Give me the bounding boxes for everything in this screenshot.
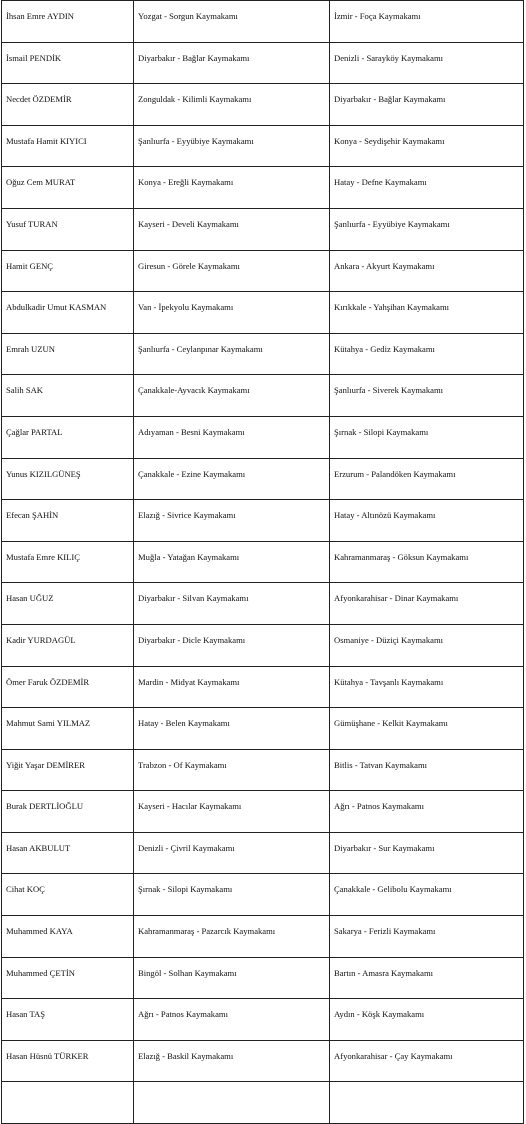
table-row — [2, 999, 524, 1041]
table-row — [2, 832, 524, 874]
current-post-cell: Denizli - Çivril Kaymakamı — [134, 832, 330, 874]
current-post-cell: Zonguldak - Kilimli Kaymakamı — [134, 84, 330, 126]
new-post-cell: Hatay - Altınözü Kaymakamı — [330, 500, 524, 542]
new-post-cell: Diyarbakır - Sur Kaymakamı — [330, 832, 524, 874]
current-post-cell: Hatay - Belen Kaymakamı — [134, 708, 330, 750]
person-name-cell: Ömer Faruk ÖZDEMİR — [2, 666, 134, 708]
current-post-cell: Çanakkale - Ezine Kaymakamı — [134, 458, 330, 500]
person-name-cell: Efecan ŞAHİN — [2, 500, 134, 542]
new-post-cell: Ağrı - Patnos Kaymakamı — [330, 791, 524, 833]
table-row — [2, 624, 524, 666]
current-post-cell: Şırnak - Silopi Kaymakamı — [134, 874, 330, 916]
table-row — [2, 500, 524, 542]
table-row — [2, 375, 524, 417]
person-name-cell: Mustafa Emre KILIÇ — [2, 541, 134, 583]
person-name-cell: Yunus KIZILGÜNEŞ — [2, 458, 134, 500]
current-post-cell: Kahramanmaraş - Pazarcık Kaymakamı — [134, 916, 330, 958]
new-post-cell: Çanakkale - Gelibolu Kaymakamı — [330, 874, 524, 916]
new-post-cell: Gümüşhane - Kelkit Kaymakamı — [330, 708, 524, 750]
current-post-cell: Trabzon - Of Kaymakamı — [134, 749, 330, 791]
new-post-cell: Afyonkarahisar - Dinar Kaymakamı — [330, 583, 524, 625]
table-row — [2, 1082, 524, 1124]
table-row — [2, 167, 524, 209]
new-post-cell: Erzurum - Palandöken Kaymakamı — [330, 458, 524, 500]
new-post-cell: Şanlıurfa - Siverek Kaymakamı — [330, 375, 524, 417]
new-post-cell: Kütahya - Tavşanlı Kaymakamı — [330, 666, 524, 708]
table-row — [2, 333, 524, 375]
table-row — [2, 1, 524, 43]
table-row — [2, 458, 524, 500]
table-row — [2, 666, 524, 708]
table-row — [2, 541, 524, 583]
person-name-cell — [2, 1082, 134, 1124]
table-row — [2, 583, 524, 625]
current-post-cell: Bingöl - Solhan Kaymakamı — [134, 957, 330, 999]
person-name-cell: Hasan TAŞ — [2, 999, 134, 1041]
table-row — [2, 791, 524, 833]
person-name-cell: Yiğit Yaşar DEMİRER — [2, 749, 134, 791]
new-post-cell: Osmaniye - Düziçi Kaymakamı — [330, 624, 524, 666]
person-name-cell: Muhammed ÇETİN — [2, 957, 134, 999]
person-name-cell: Burak DERTLİOĞLU — [2, 791, 134, 833]
new-post-cell: Kırıkkale - Yahşihan Kaymakamı — [330, 292, 524, 334]
new-post-cell: Şırnak - Silopi Kaymakamı — [330, 416, 524, 458]
person-name-cell: Yusuf TURAN — [2, 208, 134, 250]
table-row — [2, 84, 524, 126]
new-post-cell: Denizli - Sarayköy Kaymakamı — [330, 42, 524, 84]
current-post-cell — [134, 1082, 330, 1124]
new-post-cell: Şanlıurfa - Eyyübiye Kaymakamı — [330, 208, 524, 250]
current-post-cell: Adıyaman - Besni Kaymakamı — [134, 416, 330, 458]
person-name-cell: Hasan UĞUZ — [2, 583, 134, 625]
current-post-cell: Mardin - Midyat Kaymakamı — [134, 666, 330, 708]
new-post-cell: Aydın - Köşk Kaymakamı — [330, 999, 524, 1041]
current-post-cell: Yozgat - Sorgun Kaymakamı — [134, 1, 330, 43]
table-row — [2, 874, 524, 916]
person-name-cell: Necdet ÖZDEMİR — [2, 84, 134, 126]
new-post-cell: Afyonkarahisar - Çay Kaymakamı — [330, 1040, 524, 1082]
current-post-cell: Van - İpekyolu Kaymakamı — [134, 292, 330, 334]
current-post-cell: Şanlıurfa - Eyyübiye Kaymakamı — [134, 125, 330, 167]
person-name-cell: Hamit GENÇ — [2, 250, 134, 292]
person-name-cell: Muhammed KAYA — [2, 916, 134, 958]
person-name-cell: Cihat KOÇ — [2, 874, 134, 916]
table-row — [2, 416, 524, 458]
appointment-table — [1, 0, 524, 1124]
current-post-cell: Muğla - Yatağan Kaymakamı — [134, 541, 330, 583]
current-post-cell: Diyarbakır - Dicle Kaymakamı — [134, 624, 330, 666]
person-name-cell: İhsan Emre AYDIN — [2, 1, 134, 43]
new-post-cell: Bartın - Amasra Kaymakamı — [330, 957, 524, 999]
new-post-cell — [330, 1082, 524, 1124]
current-post-cell: Şanlıurfa - Ceylanpınar Kaymakamı — [134, 333, 330, 375]
table-row — [2, 957, 524, 999]
current-post-cell: Konya - Ereğli Kaymakamı — [134, 167, 330, 209]
current-post-cell: Elazığ - Sivrice Kaymakamı — [134, 500, 330, 542]
new-post-cell: Kütahya - Gediz Kaymakamı — [330, 333, 524, 375]
current-post-cell: Diyarbakır - Bağlar Kaymakamı — [134, 42, 330, 84]
new-post-cell: İzmir - Foça Kaymakamı — [330, 1, 524, 43]
table-row — [2, 292, 524, 334]
person-name-cell: Hasan Hüsnü TÜRKER — [2, 1040, 134, 1082]
current-post-cell: Kayseri - Develi Kaymakamı — [134, 208, 330, 250]
new-post-cell: Hatay - Defne Kaymakamı — [330, 167, 524, 209]
table-row — [2, 1040, 524, 1082]
person-name-cell: Hasan AKBULUT — [2, 832, 134, 874]
current-post-cell: Giresun - Görele Kaymakamı — [134, 250, 330, 292]
new-post-cell: Ankara - Akyurt Kaymakamı — [330, 250, 524, 292]
table-row — [2, 916, 524, 958]
current-post-cell: Çanakkale-Ayvacık Kaymakamı — [134, 375, 330, 417]
person-name-cell: Emrah UZUN — [2, 333, 134, 375]
new-post-cell: Bitlis - Tatvan Kaymakamı — [330, 749, 524, 791]
person-name-cell: Salih SAK — [2, 375, 134, 417]
table-row — [2, 708, 524, 750]
new-post-cell: Konya - Seydişehir Kaymakamı — [330, 125, 524, 167]
current-post-cell: Ağrı - Patnos Kaymakamı — [134, 999, 330, 1041]
table-row — [2, 749, 524, 791]
person-name-cell: Kadir YURDAGÜL — [2, 624, 134, 666]
current-post-cell: Elazığ - Baskil Kaymakamı — [134, 1040, 330, 1082]
table-row — [2, 250, 524, 292]
new-post-cell: Kahramanmaraş - Göksun Kaymakamı — [330, 541, 524, 583]
person-name-cell: Oğuz Cem MURAT — [2, 167, 134, 209]
table-row — [2, 208, 524, 250]
new-post-cell: Diyarbakır - Bağlar Kaymakamı — [330, 84, 524, 126]
current-post-cell: Diyarbakır - Silvan Kaymakamı — [134, 583, 330, 625]
table-row — [2, 125, 524, 167]
new-post-cell: Sakarya - Ferizli Kaymakamı — [330, 916, 524, 958]
person-name-cell: Mahmut Sami YILMAZ — [2, 708, 134, 750]
current-post-cell: Kayseri - Hacılar Kaymakamı — [134, 791, 330, 833]
person-name-cell: Çağlar PARTAL — [2, 416, 134, 458]
table-row — [2, 42, 524, 84]
person-name-cell: İsmail PENDİK — [2, 42, 134, 84]
person-name-cell: Abdulkadir Umut KASMAN — [2, 292, 134, 334]
table-body — [2, 1, 524, 1124]
person-name-cell: Mustafa Hamit KIYICI — [2, 125, 134, 167]
